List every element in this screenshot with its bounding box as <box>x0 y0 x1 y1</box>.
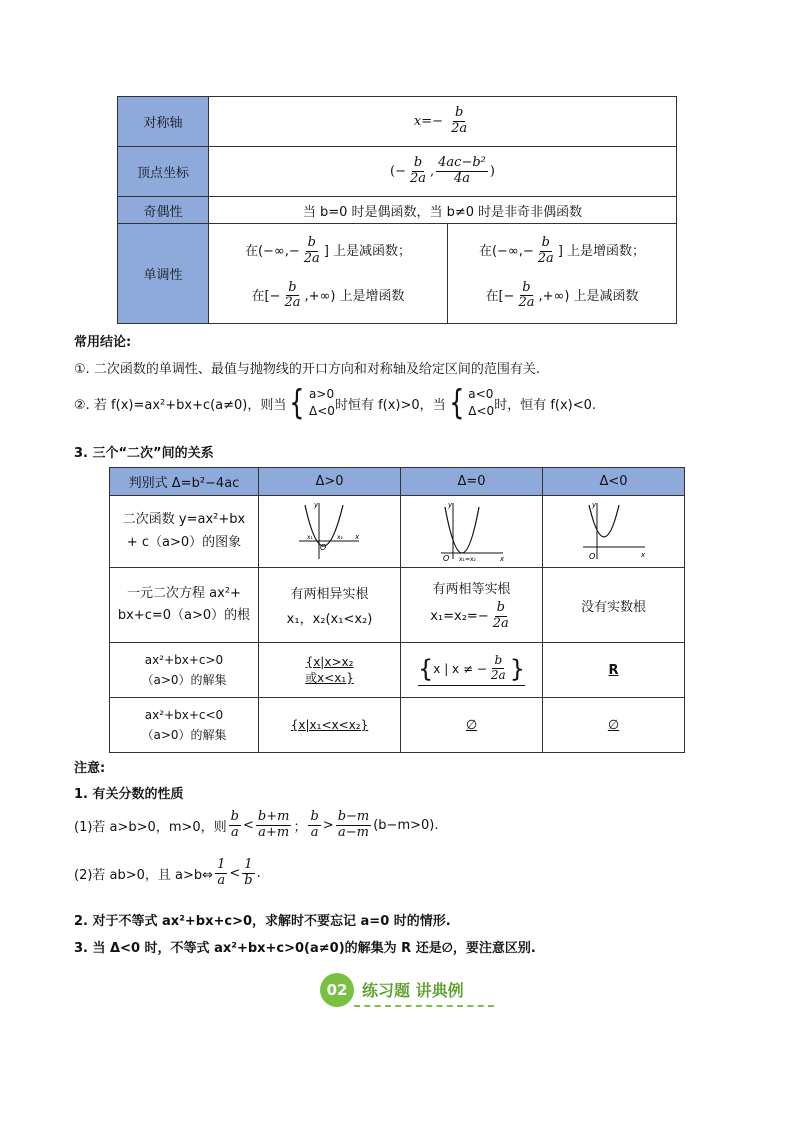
svg-text:x: x <box>499 554 504 561</box>
graph-row-label: 二次函数 y=ax²+bx + c（a>0）的图象 <box>110 496 259 568</box>
axis-label: 对称轴 <box>118 97 209 147</box>
gt-two-roots: {x|x>x₂ 或x<x₁} <box>259 643 401 698</box>
banner-number-badge: 02 <box>320 973 354 1007</box>
gt-no-root: R <box>543 643 685 698</box>
vertex-value: (− $\frac{b}{2a}$ , $\frac{\text{4ac−b²}}{4a}$ ) <box>209 147 677 197</box>
lt-two-roots: {x|x₁<x<x₂} <box>259 698 401 753</box>
axis-value: x=− $\frac{b}{2a}$ <box>209 97 677 147</box>
properties-table <box>117 96 677 324</box>
parity-value: 当 b=0 时是偶函数，当 b≠0 时是非奇非偶函数 <box>209 197 677 224</box>
parabola-two-roots-graph <box>295 499 365 561</box>
lt-row-label: ax²+bx+c<0 （a>0）的解集 <box>110 698 259 753</box>
gt-row-label: ax²+bx+c>0 （a>0）的解集 <box>110 643 259 698</box>
notes-heading: 注意: <box>74 761 106 776</box>
disc-zero-header: Δ=0 <box>401 468 543 496</box>
conclusion-2: ②. 若 f(x)=ax²+bx+c(a≠0)，则当 { a>0 Δ<0 时恒有 f(x)>0，当 { a<0 Δ<0 时，恒有 f(x)<0. <box>74 383 597 423</box>
lt-one-root: ∅ <box>401 698 543 753</box>
svg-text:x₁: x₁ <box>306 533 313 541</box>
roots-two: 有两相异实根 x₁，x₂(x₁<x₂) <box>259 568 401 643</box>
monotonic-right: 在(−∞,− $\frac{b}{2a}$ ] 上是增函数； 在[− $\frac{b}{2a}$ ,+∞) 上是减函数 <box>448 224 677 324</box>
disc-header: 判别式 Δ=b²−4ac <box>110 468 259 496</box>
fraction-prop-1: (1)若 a>b>0，m>0，则 $\frac{b}{a}$ < $\frac{b+m}{a+m}$ ； $\frac{b}{a}$ > $\frac{b-m}{a-m}$ (b−m>0). <box>74 809 439 840</box>
vertex-label: 顶点坐标 <box>118 147 209 197</box>
svg-text:y: y <box>447 500 452 509</box>
fraction-prop-2: (2)若 ab>0，且 a>b⇔ $\frac{1}{a}$ < $\frac{1}{b}$ . <box>74 857 261 888</box>
section3-heading: 3. 三个“二次”间的关系 <box>74 446 214 461</box>
banner-underline <box>354 1005 494 1007</box>
disc-neg-header: Δ<0 <box>543 468 685 496</box>
parity-label: 奇偶性 <box>118 197 209 224</box>
monotonic-label: 单调性 <box>118 224 209 324</box>
roots-none: 没有实数根 <box>543 568 685 643</box>
lt-no-root: ∅ <box>543 698 685 753</box>
graph-no-root <box>543 496 685 568</box>
conclusions-heading: 常用结论: <box>74 335 132 350</box>
svg-text:x: x <box>640 550 645 559</box>
monotonic-left: 在(−∞,− $\frac{b}{2a}$ ] 上是减函数； 在[− $\frac{b}{2a}$ ,+∞) 上是增函数 <box>209 224 448 324</box>
notes-sub1: 1. 有关分数的性质 <box>74 787 184 802</box>
notes-sub3: 3. 当 Δ<0 时，不等式 ax²+bx+c>0(a≠0)的解集为 R 还是∅，要注意区别. <box>74 941 536 956</box>
svg-text:O: O <box>319 542 326 552</box>
notes-sub2: 2. 对于不等式 ax²+bx+c>0，求解时不要忘记 a=0 时的情形. <box>74 914 451 929</box>
roots-row-label: 一元二次方程 ax²+ bx+c=0（a>0）的根 <box>110 568 259 643</box>
gt-one-root: { x | x ≠ − $\frac{b}{2a}$ } <box>401 643 543 698</box>
svg-text:x₁=x₂: x₁=x₂ <box>458 555 476 561</box>
parabola-no-root-graph <box>579 499 649 561</box>
svg-text:x: x <box>354 532 359 541</box>
parabola-one-root-graph <box>437 499 507 561</box>
disc-pos-header: Δ>0 <box>259 468 401 496</box>
roots-one: 有两相等实根 x₁=x₂=− $\frac{b}{2a}$ <box>401 568 543 643</box>
section-banner <box>320 972 496 1008</box>
svg-text:O: O <box>442 553 449 561</box>
three-quadratics-table <box>109 467 685 753</box>
graph-two-roots <box>259 496 401 568</box>
svg-text:y: y <box>591 500 596 509</box>
svg-text:y: y <box>313 500 318 509</box>
graph-one-root <box>401 496 543 568</box>
svg-text:O: O <box>588 551 595 561</box>
svg-text:x₂: x₂ <box>336 533 343 541</box>
banner-title: 练习题 讲典例 <box>362 981 464 1000</box>
conclusion-1: ①. 二次函数的单调性、最值与抛物线的开口方向和对称轴及给定区间的范围有关. <box>74 362 541 377</box>
